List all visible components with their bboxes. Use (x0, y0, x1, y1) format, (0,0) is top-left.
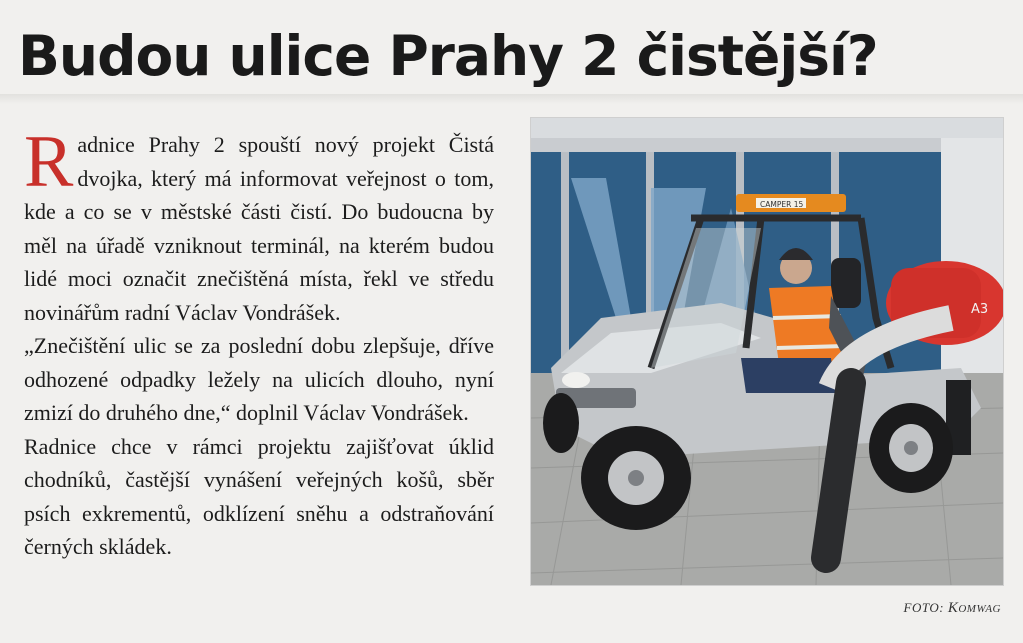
front-wheel (581, 426, 691, 530)
headline: Budou ulice Prahy 2 čistější? (18, 24, 878, 88)
paragraph-3: Radnice chce v rámci projektu zajišťovat úklid chodníků, častější vynášení veřejných košů, sběr psích exkrementů, odklízení sněhu a odstraňování černých skládek. (24, 433, 494, 559)
paragraph-2: „Znečištění ulic se za poslední dobu zlepšuje, dříve odhozené odpadky ležely na ulicích dlouho, nyní zmizí do druhého dne,“ doplnil Václav Vondrášek. (24, 333, 494, 425)
paragraph-1-text: adnice Prahy 2 spouští nový projekt Čistá dvojka, který má informovat veřejnost o tom, kde a co se v městské části čistí. Do budoucna by měl na úřadě vzniknout terminál, na kterém budou lidé moci označit znečištěná místa, řekl ve středu novinářům radní Václav Vondrášek. (24, 132, 494, 325)
article-photo (530, 117, 1004, 586)
article-body (24, 121, 494, 564)
photo-credit-name: Komwag (947, 600, 1001, 616)
paragraph-1 (24, 121, 494, 329)
photo-credit-prefix: FOTO: (903, 600, 945, 615)
tank-label: A3 (971, 302, 989, 317)
photo-credit (904, 600, 1001, 617)
show-through-strip (0, 94, 1023, 104)
light-bar-text: CAMPER 15 (760, 200, 804, 209)
photo-cleaning-utv (531, 118, 1003, 585)
rear-wheel (869, 403, 953, 493)
drop-cap: R (24, 121, 74, 203)
